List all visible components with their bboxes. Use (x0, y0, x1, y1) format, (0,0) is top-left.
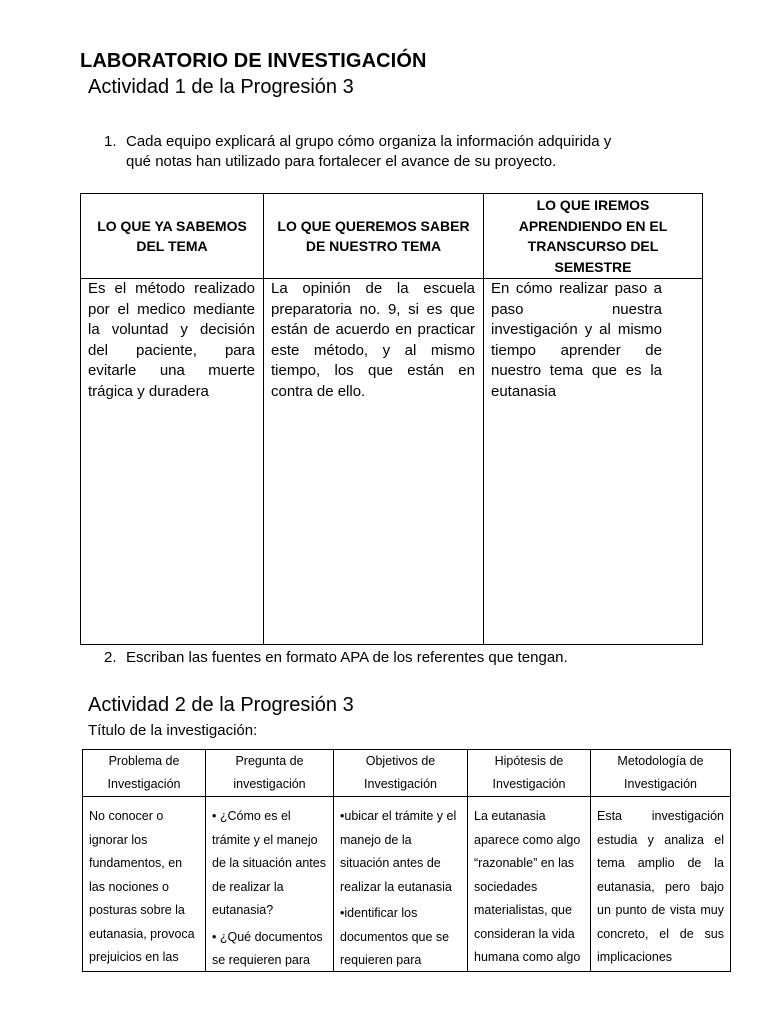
research-table-row (83, 797, 731, 972)
knowledge-table (80, 193, 703, 645)
question-bullet-2: • ¿Qué documentos se requieren para (212, 929, 323, 967)
instruction-2-text: Escriban las fuentes en formato APA de los referentes que tengan. (126, 649, 568, 666)
instruction-item-2 (104, 648, 664, 668)
header-what-we-will-learn: LO QUE IREMOS APRENDIENDO EN EL TRANSCURSO DEL SEMESTRE (484, 194, 703, 279)
cell-what-we-will-learn: En cómo realizar paso a paso nuestra investigación y al mismo tiempo aprender de nuestro tema que es la eutanasia (491, 280, 662, 400)
knowledge-table-row (81, 279, 703, 645)
instruction-1-line-1: Cada equipo explicará al grupo cómo organiza la información adquirida y (126, 133, 612, 150)
activity1-title: Actividad 1 de la Progresión 3 (88, 76, 354, 98)
cell-what-we-know: Es el método realizado por el medico mediante la voluntad y decisión del paciente, para evitarle una muerte trágica y duradera (88, 280, 255, 400)
header-research-methodology: Metodología de Investigación (591, 750, 731, 797)
cell-what-we-want-to-know: La opinión de la escuela preparatoria no. 9, si es que están de acuerdo en practicar este método, y al mismo tiempo, los que están en contra de ello. (271, 280, 475, 400)
research-title-label: Título de la investigación: (88, 722, 258, 739)
cell-research-methodology: Esta investigación estudia y analiza el tema amplio de la eutanasia, pero bajo un punto de vista muy concreto, el de sus implicaciones (597, 809, 724, 964)
header-research-hypothesis: Hipótesis de Investigación (468, 750, 591, 797)
instruction-1-line-2: qué notas han utilizado para fortalecer el avance de su proyecto. (126, 153, 557, 170)
objective-bullet-1: •ubicar el trámite y el manejo de la situación antes de realizar la eutanasia (340, 809, 457, 894)
activity2-title: Actividad 2 de la Progresión 3 (88, 694, 354, 716)
question-bullet-1: • ¿Cómo es el trámite y el manejo de la situación antes de realizar la eutanasia? (212, 809, 326, 917)
cell-research-problem: No conocer o ignorar los fundamentos, en las nociones o posturas sobre la eutanasia, provoca prejuicios en las (89, 809, 195, 964)
research-table (82, 749, 731, 972)
list-number: 1. (104, 133, 117, 150)
list-number: 2. (104, 649, 117, 666)
header-what-we-know: LO QUE YA SABEMOS DEL TEMA (81, 194, 264, 279)
header-research-objectives: Objetivos de Investigación (334, 750, 468, 797)
header-research-question: Pregunta de investigación (206, 750, 334, 797)
cell-research-question (206, 797, 333, 971)
header-research-problem: Problema de Investigación (83, 750, 206, 797)
cell-research-hypothesis: La eutanasia aparece como algo “razonable” en las sociedades materialistas, que consideran la vida humana como algo (474, 809, 581, 964)
instruction-item-1 (104, 132, 664, 172)
document-title: LABORATORIO DE INVESTIGACIÓN (80, 50, 427, 72)
cell-research-objectives (334, 797, 467, 971)
knowledge-table-header-row (81, 194, 703, 279)
objective-bullet-2: •identificar los documentos que se requieren para (340, 906, 450, 967)
research-table-header-row (83, 750, 731, 797)
header-what-we-want-to-know: LO QUE QUEREMOS SABER DE NUESTRO TEMA (264, 194, 484, 279)
